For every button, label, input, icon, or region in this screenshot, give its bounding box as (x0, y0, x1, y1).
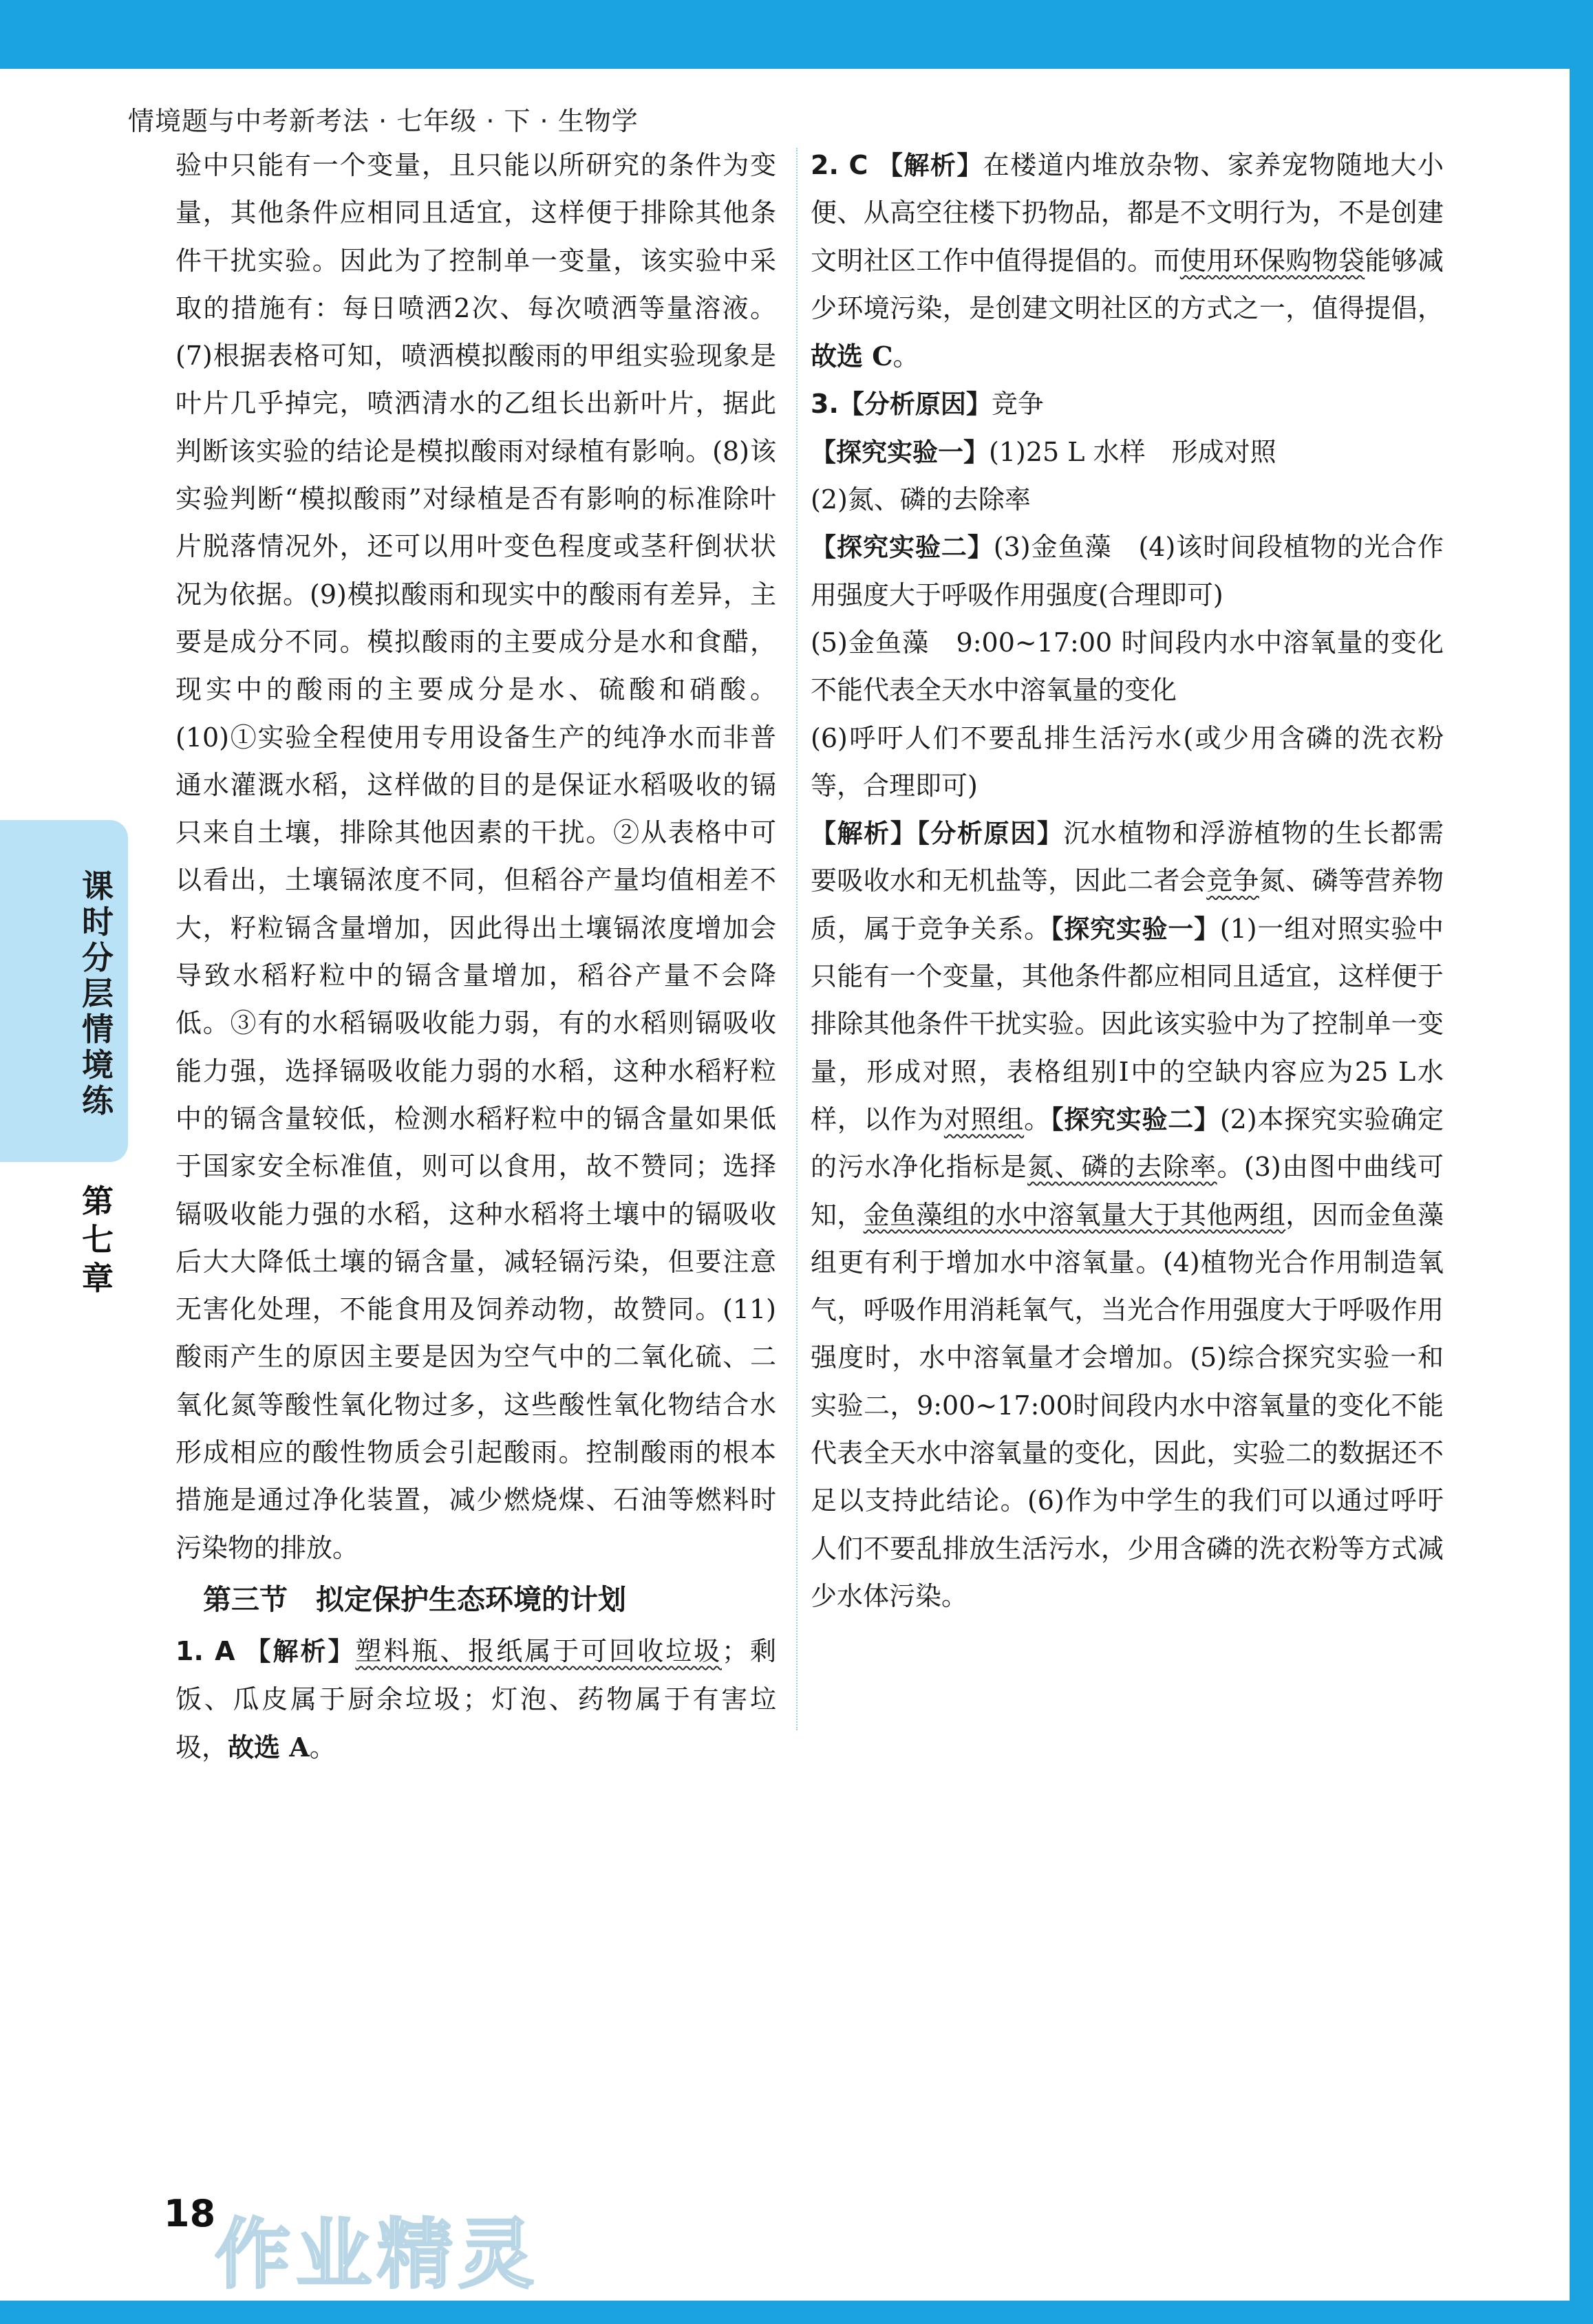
right-column (811, 142, 1444, 1620)
key-point-underline: 氮、磷的去除率 (1027, 1152, 1217, 1183)
section-title: 第三节 拟定保护生态环境的计划 (203, 1582, 626, 1616)
running-head: 情境题与中考新考法 · 七年级 · 下 · 生物学 (128, 106, 639, 136)
answer-text: 沉水植物和浮游植物的生长都需要吸收水和无机盐等，因此二者会 (811, 818, 1444, 896)
answer-text: 竞争 (991, 389, 1044, 420)
analysis-paragraph (811, 810, 1444, 1620)
answer-item-1 (175, 1628, 776, 1772)
experiment-1-answer-a (811, 429, 1444, 476)
answer-text: (1)25 L 水样 形成对照 (989, 436, 1276, 467)
experiment-2-answer-c: (6)呼吁人们不要乱排生活污水(或少用含磷的洗衣粉等，合理即可) (811, 722, 1444, 801)
experiment-2-answer-b: (5)金鱼藻 9:00~17:00 时间段内水中溶氧量的变化不能代表全天水中溶氧量的变化 (811, 627, 1444, 706)
answer-text: (2)本探究实验确定的污水净化指标是 (811, 1104, 1444, 1183)
key-point-underline: 对照组 (943, 1104, 1025, 1134)
answer-item-2 (811, 142, 1444, 380)
answer-item-3 (811, 380, 1444, 428)
answer-text: ；剩饭、瓜皮属于厨余垃圾；灯泡、药物属于有害垃圾， (175, 1636, 776, 1763)
analysis-tag: 【解析】 (245, 1637, 356, 1667)
column-divider (796, 148, 798, 1730)
answer-text: 能够减少环境污染，是创建文明社区的方式之一，值得提倡， (811, 245, 1444, 323)
analysis-tag: 【解析】 (877, 151, 983, 180)
page-number: 18 (164, 2192, 216, 2235)
side-tab-label: 课时分层情境练 (82, 868, 114, 1119)
question-number: 3. (811, 389, 839, 420)
answer-text: ，因而金鱼藻组更有利于增加水中溶氧量。(4)植物光合作用制造氧气，呼吸作用消耗氧气，当光合作用强度大于呼吸作用强度时，水中溶氧量才会增加。(5)综合探究实验一和实验二，9:00~17:00时间段内水中溶氧量的变化不能代表全天水中溶氧量的变化，因此，实验二的数据还不足以支持此结论。(6)作为中学生的我们可以通过呼吁人们不要乱排放生活污水，少用含磷的洗衣粉等方式减少水体污染。 (811, 1199, 1444, 1611)
watermark-logo (215, 2208, 600, 2298)
experiment-1-answer-b: (2)氮、磷的去除率 (811, 484, 1031, 515)
question-number: 1. A (175, 1636, 235, 1667)
answer-text: 在楼道内堆放杂物、家养宠物随地大小便、从高空往楼下扔物品，都是不文明行为，不是创建文明社区工作中值得提倡的。而 (811, 150, 1444, 276)
experiment-2-answer-a (811, 524, 1444, 619)
answer-choice: 故选 C (811, 341, 893, 372)
question-number: 2. C (811, 150, 868, 180)
side-chapter-label: 第七章 (82, 1183, 114, 1297)
answer-text: 。(3)由图中曲线可知， (811, 1152, 1444, 1230)
top-color-bar (0, 0, 1593, 69)
analysis-tag: 【解析】 (811, 819, 917, 849)
bottom-color-bar (0, 2301, 1593, 2324)
left-column (175, 142, 776, 1772)
punctuation: 。 (1024, 1104, 1051, 1134)
right-color-bar (1570, 0, 1593, 2324)
key-point-underline: 塑料瓶、报纸属于可回收垃圾 (355, 1636, 723, 1667)
answer-text: (1)一组对照实验中只能有一个变量，其他条件都应相同且适宜，这样便于排除其他条件干扰实验。因此该实验中为了控制单一变量，形成对照，表格组别Ⅰ中的空缺内容应为25 L水样，以作为 (811, 913, 1444, 1134)
section-tag: 【分析原因】 (838, 389, 992, 420)
key-point-underline: 金鱼藻组的水中溶氧量大于其他两组 (863, 1199, 1286, 1230)
answer-paragraph-continued: 验中只能有一个变量，且只能以所研究的条件为变量，其他条件应相同且适宜，这样便于排除其他条件干扰实验。因此为了控制单一变量，该实验中采取的措施有：每日喷洒2次、每次喷洒等量溶液。(7)根据表格可知，喷洒模拟酸雨的甲组实验现象是叶片几乎掉完，喷洒清水的乙组长出新叶片，据此判断该实验的结论是模拟酸雨对绿植有影响。(8)该实验判断“模拟酸雨”对绿植是否有影响的标准除叶片脱落情况外，还可以用叶变色程度或茎秆倒状状况为依据。(9)模拟酸雨和现实中的酸雨有差异，主要是成分不同。模拟酸雨的主要成分是水和食醋，现实中的酸雨的主要成分是水、硫酸和硝酸。(10)①实验全程使用专用设备生产的纯净水而非普通水灌溉水稻，这样做的目的是保证水稻吸收的镉只来自土壤，排除其他因素的干扰。②从表格中可以看出，土壤镉浓度不同，但稻谷产量均值相差不大，籽粒镉含量增加，因此得出土壤镉浓度增加会导致水稻籽粒中的镉含量增加，稻谷产量不会降低。③有的水稻镉吸收能力弱，有的水稻则镉吸收能力强，选择镉吸收能力弱的水稻，这种水稻籽粒中的镉含量较低，检测水稻籽粒中的镉含量如果低于国家安全标准值，则可以食用，故不赞同；选择镉吸收能力强的水稻，这种水稻将土壤中的镉吸收后大大降低土壤的镉含量，减轻镉污染，但要注意无害化处理，不能食用及饲养动物，故赞同。(11)酸雨产生的原因主要是因为空气中的二氧化硫、二氧化氮等酸性氧化物过多，这些酸性氧化物结合水形成相应的酸性物质会引起酸雨。控制酸雨的根本措施是通过净化装置，减少燃烧煤、石油等燃料时污染物的排放。 (175, 150, 776, 1563)
section-tag: 【分析原因】 (917, 819, 1064, 849)
section-tag: 【探究实验二】 (1050, 1104, 1220, 1134)
svg-text:作业精灵: 作业精灵 (215, 2210, 539, 2298)
answer-text: 氮、磷等营养物质，属于竞争关系。 (811, 865, 1444, 944)
section-tag: 【探究实验一】 (1050, 914, 1220, 944)
answer-text: (3)金鱼藻 (4)该时间段植物的光合作用强度大于呼吸作用强度(合理即可) (811, 532, 1444, 610)
section-tag: 【探究实验二】 (811, 532, 994, 563)
key-point-underline: 竞争 (1206, 865, 1259, 896)
answer-choice: 故选 A (228, 1731, 310, 1763)
key-point-underline: 使用环保购物袋 (1179, 245, 1365, 276)
section-tag: 【探究实验一】 (811, 437, 989, 467)
punctuation: 。 (892, 341, 919, 372)
punctuation: 。 (309, 1732, 336, 1763)
